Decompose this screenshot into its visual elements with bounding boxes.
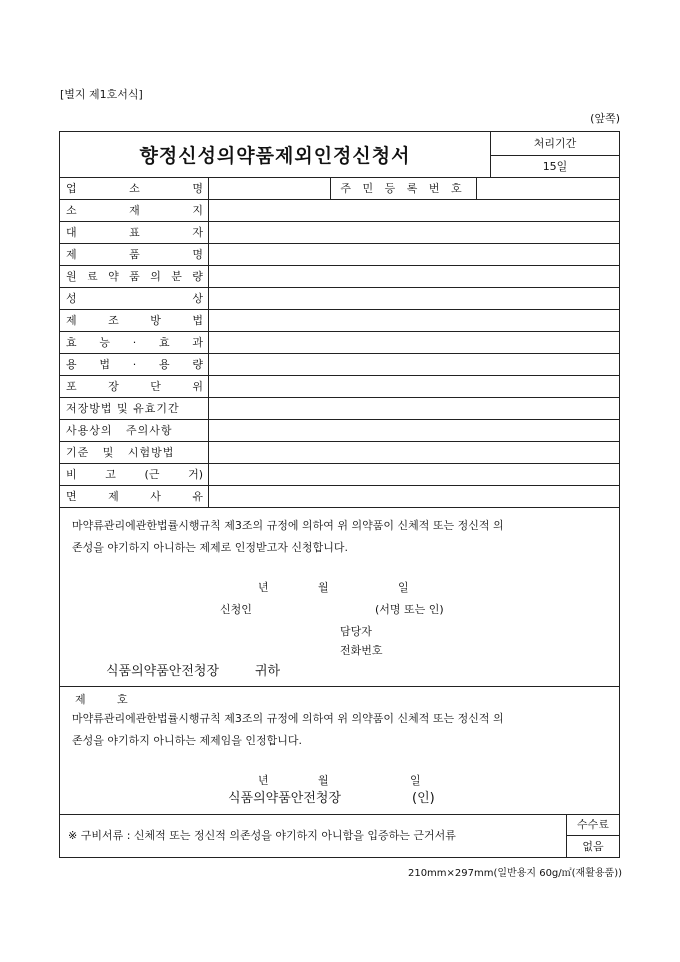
- fee-mid-line: [566, 835, 620, 836]
- field-label-char: 표: [129, 226, 140, 239]
- application-statement-2: 존성을 야기하지 아니하는 제제로 인정받고자 신청합니다.: [72, 541, 349, 554]
- fee-label: 수수료: [577, 818, 609, 831]
- ssn-divider-right: [476, 177, 477, 199]
- field-label-char: 사: [150, 490, 161, 503]
- addressee: 식품의약품안전청장: [106, 664, 220, 679]
- certificate-top-line: [60, 686, 620, 687]
- field-value-cell[interactable]: [209, 266, 619, 287]
- phone-label: 전화번호: [340, 644, 383, 657]
- paper-spec: 210mm×297mm(일반용지 60g/㎡(재활용품)): [407, 868, 622, 879]
- field-label-char: 법: [192, 314, 203, 327]
- field-label-char: 용: [66, 358, 77, 371]
- field-label: [60, 463, 208, 485]
- processing-period-label: 처리기간: [533, 137, 577, 150]
- sign-or-seal-label: (서명 또는 인): [375, 603, 444, 616]
- fee-value: 없음: [582, 840, 604, 853]
- field-label: [60, 243, 208, 265]
- field-label-char: 자: [192, 226, 203, 239]
- field-label-char: 재: [129, 204, 140, 217]
- field-label-text: 기준 및 시험방법: [66, 446, 175, 459]
- field-label-char: 상: [192, 292, 203, 305]
- field-value-cell[interactable]: [209, 222, 619, 243]
- applicant-label: 신청인: [220, 603, 252, 616]
- required-documents: ※ 구비서류 : 신체적 또는 정신적 의존성을 야기하지 아니함을 입증하는 근거서류: [68, 829, 456, 842]
- field-label-char: 량: [192, 358, 203, 371]
- application-month: 월: [318, 581, 329, 594]
- field-label-char: 지: [192, 204, 203, 217]
- certificate-issuer: 식품의약품안전청장: [228, 791, 342, 806]
- field-value-cell[interactable]: [209, 354, 619, 375]
- form-title: 향정신성의약품제외인정신청서: [139, 144, 411, 167]
- field-value-cell[interactable]: [209, 178, 329, 199]
- application-statement-1: 마약류관리에관한법률시행규칙 제3조의 규정에 의하여 위 의약품이 신체적 또는 정신적 의: [72, 519, 504, 532]
- field-label: [60, 265, 208, 287]
- application-top-line: [60, 507, 620, 508]
- field-value-cell[interactable]: [209, 288, 619, 309]
- field-label-char: 면: [66, 490, 77, 503]
- field-label-char: 능: [99, 336, 111, 349]
- field-label-char: 약: [108, 270, 119, 283]
- field-label-char: 명: [192, 182, 203, 195]
- field-label-char: 포: [66, 380, 77, 393]
- field-value-cell[interactable]: [209, 464, 619, 485]
- field-label-char: 단: [150, 380, 161, 393]
- field-label-char: 소: [129, 182, 140, 195]
- officer-label: 담당자: [340, 625, 372, 638]
- field-label: [60, 309, 208, 331]
- ssn-value-cell[interactable]: [477, 178, 619, 199]
- field-label-char: 대: [66, 226, 77, 239]
- certificate-day: 일: [410, 774, 421, 787]
- field-label-char: 제: [66, 248, 77, 261]
- field-label: [60, 419, 208, 441]
- certificate-year: 년: [258, 774, 269, 787]
- field-label-char: 소: [66, 204, 77, 217]
- documents-top-line: [60, 814, 620, 815]
- field-value-cell[interactable]: [209, 442, 619, 463]
- field-label: [60, 177, 208, 199]
- label-column-divider: [208, 177, 209, 507]
- field-label: [60, 331, 208, 353]
- field-label: [60, 287, 208, 309]
- field-label-char: 거): [188, 468, 203, 481]
- field-value-cell[interactable]: [209, 244, 619, 265]
- field-label-char: 장: [108, 380, 119, 393]
- field-label-char: 위: [192, 380, 203, 393]
- certificate-no-suffix: 호: [117, 693, 128, 706]
- certificate-month: 월: [318, 774, 329, 787]
- certificate-seal: (인): [412, 791, 435, 806]
- field-value-cell[interactable]: [209, 332, 619, 353]
- field-label-char: 품: [129, 248, 140, 261]
- field-label-text: 저장방법 및 유효기간: [66, 402, 180, 415]
- form-number: [별지 제1호서식]: [60, 88, 143, 101]
- field-label: [60, 221, 208, 243]
- field-label-char: 량: [192, 270, 203, 283]
- field-label-char: 분: [171, 270, 182, 283]
- field-label-char: (근: [144, 468, 160, 481]
- field-label-char: 유: [192, 490, 203, 503]
- field-value-cell[interactable]: [209, 200, 619, 221]
- field-value-cell[interactable]: [209, 420, 619, 441]
- field-label-char: 효: [66, 336, 77, 349]
- field-label-char: 법: [99, 358, 111, 371]
- field-label: [60, 199, 208, 221]
- application-day: 일: [398, 581, 409, 594]
- certificate-statement-2: 존성을 야기하지 아니하는 제제임을 인정합니다.: [72, 734, 303, 747]
- field-label-char: 고: [105, 468, 116, 481]
- field-label-char: ·: [132, 335, 137, 349]
- field-label: [60, 397, 208, 419]
- field-value-cell[interactable]: [209, 398, 619, 419]
- field-label: [60, 353, 208, 375]
- field-label-char: 품: [129, 270, 140, 283]
- field-label: [60, 441, 208, 463]
- field-label-char: 조: [108, 314, 119, 327]
- field-label-char: 원: [66, 270, 77, 283]
- field-label-char: 제: [66, 314, 77, 327]
- field-value-cell[interactable]: [209, 310, 619, 331]
- field-label-char: 료: [87, 270, 98, 283]
- field-label-char: 방: [150, 314, 161, 327]
- application-year: 년: [258, 581, 269, 594]
- field-label-char: 비: [66, 468, 77, 481]
- processing-period-value: 15일: [542, 160, 568, 173]
- field-label-char: 용: [158, 358, 170, 371]
- field-label-char: ·: [132, 357, 137, 371]
- field-value-cell[interactable]: [209, 486, 619, 507]
- field-label-char: 의: [150, 270, 161, 283]
- field-value-cell[interactable]: [209, 376, 619, 397]
- field-label: [60, 485, 208, 507]
- resident-registration-label: 주 민 등 록 번 호: [340, 182, 466, 195]
- honorific: 귀하: [255, 664, 281, 679]
- field-label-text: 사용상의 주의사항: [66, 424, 173, 437]
- field-label-char: 효: [158, 336, 170, 349]
- field-label: [60, 375, 208, 397]
- ssn-divider-left: [330, 177, 331, 199]
- certificate-no-prefix: 제: [75, 693, 86, 706]
- field-label-char: 명: [192, 248, 203, 261]
- field-label-char: 업: [66, 182, 77, 195]
- field-label-char: 성: [66, 292, 77, 305]
- page-side-label: (앞쪽): [590, 112, 620, 125]
- field-label-char: 제: [108, 490, 119, 503]
- field-label-char: 과: [192, 336, 203, 349]
- certificate-statement-1: 마약류관리에관한법률시행규칙 제3조의 규정에 의하여 위 의약품이 신체적 또는 정신적 의: [72, 712, 504, 725]
